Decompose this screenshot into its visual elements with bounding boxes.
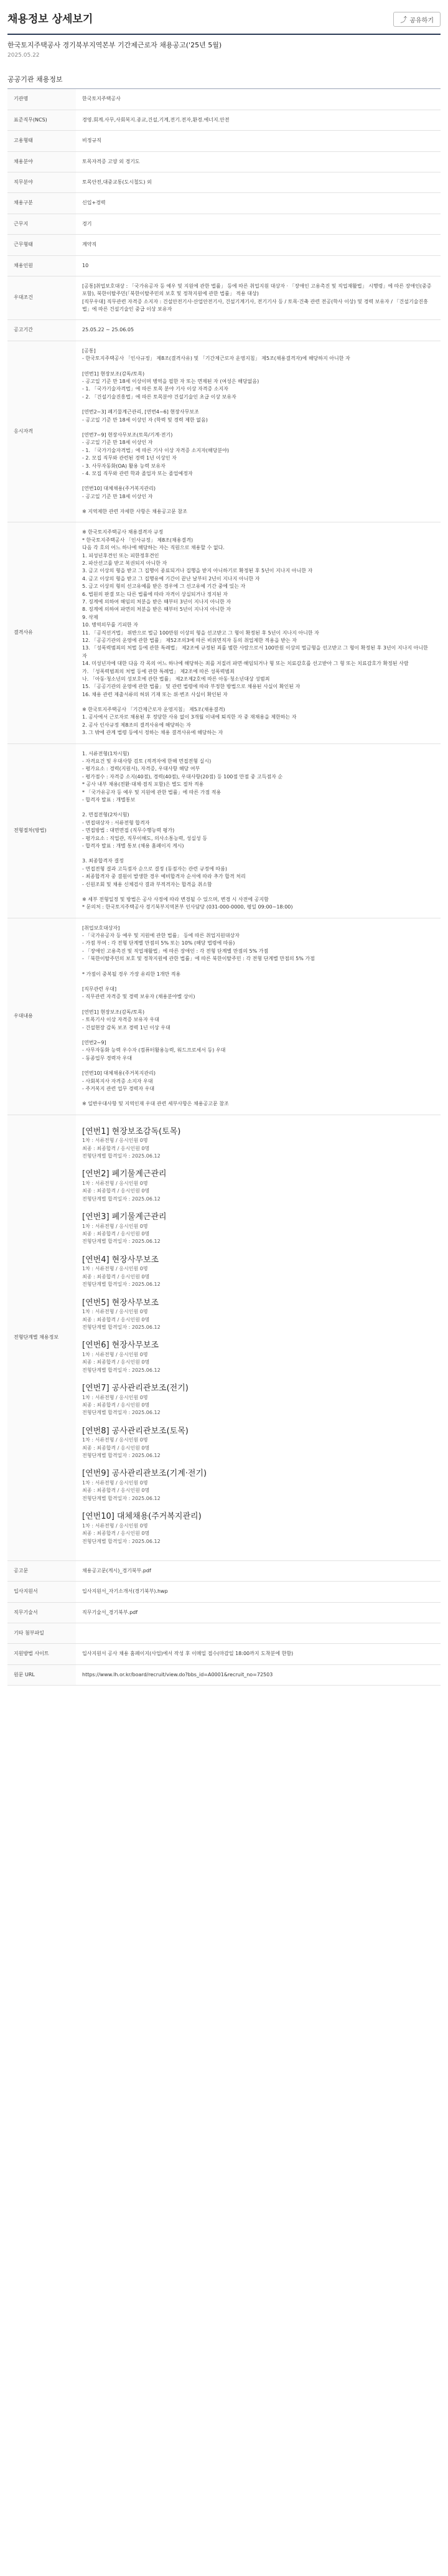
row-value bbox=[76, 341, 441, 522]
text-line: 16. 채용 관련 제출서류의 허위 기재 또는 위·변조 사실이 확인된 자 bbox=[82, 691, 228, 697]
text-line: ※ 한국토지주택공사 채용결격자 규정 bbox=[82, 529, 164, 535]
text-line: 2. 공사 인사규정 제8조의 결격사유에 해당하는 자 bbox=[82, 722, 191, 728]
stage-detail: 1차 : 서류전형 / 응시인원 0명 bbox=[82, 1522, 148, 1529]
text-line: - 공고일 기준 만 18세 이상이며 병역을 필한 자 또는 면제된 자 (여성은 해당없음) bbox=[82, 379, 259, 385]
row-selection bbox=[7, 743, 441, 918]
text-line: [연번7~9] 현장사무보조(토목/기계·전기) bbox=[82, 432, 173, 438]
text-line: - 동종업무 경력자 우대 bbox=[82, 1055, 133, 1061]
stage-block bbox=[82, 1126, 434, 1161]
stage-detail: 최종 : 최종합격 / 응시인원 0명 bbox=[82, 1316, 150, 1323]
row-value: 경기 bbox=[76, 214, 441, 234]
text-line bbox=[82, 804, 434, 811]
text-line: 가. 「성폭력범죄의 처벌 등에 관한 특례법」 제2조에 따른 성폭력범죄 bbox=[82, 668, 235, 674]
stage-detail: 전형단계별 합격일자 : 2025.06.12 bbox=[82, 1196, 161, 1202]
text-line: * 「국가유공자 등 예우 및 지원에 관한 법률」에 따른 가점 적용 bbox=[82, 789, 222, 795]
text-line: 13. 「성폭력범죄의 처벌 등에 관한 특례법」 제2조에 규정된 죄를 범한 사람으로서 100만원 이상의 벌금형을 선고받고 그 형이 확정된 후 3년이 지나지 아니한 자 bbox=[82, 645, 430, 659]
text-line bbox=[82, 1001, 434, 1009]
row-label: 직무분야 bbox=[7, 172, 76, 192]
text-line bbox=[82, 889, 434, 896]
stage-detail: 1차 : 서류전형 / 응시인원 0명 bbox=[82, 1351, 148, 1357]
text-line: 3. 그 밖에 관계 법령 등에서 정하는 채용 결격사유에 해당하는 자 bbox=[82, 730, 223, 736]
row-value: 토목자격증 고양 외 경기도 bbox=[76, 151, 441, 172]
row-label: 전형단계별 채용정보 bbox=[7, 1115, 76, 1560]
text-line: * 문의처 : 한국토지주택공사 경기북부지역본부 인사담당 (031-000-0000, 평일 09:00~18:00) bbox=[82, 904, 293, 910]
text-line: - 가점 부여 : 각 전형 단계별 만점의 5% 또는 10% (해당 법령에 따름) bbox=[82, 940, 235, 946]
text-line: 8. 징계에 의하여 파면의 처분을 받은 때부터 5년이 지나지 아니한 자 bbox=[82, 606, 231, 613]
text-line: - 면접대상자 : 서류전형 합격자 bbox=[82, 819, 150, 826]
text-line: - 평가점수 : 자격증 소지(40점), 경력(40점), 우대사항(20점) 등 100점 만점 중 고득점자 순 bbox=[82, 773, 283, 780]
row-job-region bbox=[7, 151, 441, 172]
text-line: - 「국가유공자 등 예우 및 지원에 관한 법률」 등에 따른 취업지원대상자 bbox=[82, 933, 240, 939]
row-value bbox=[76, 522, 441, 743]
text-line: - 1. 「국가기술자격법」에 따른 기사 이상 자격증 소지자(해당분야) bbox=[82, 447, 230, 453]
text-line: - 사회복지사 자격증 소지자 우대 bbox=[82, 1078, 153, 1084]
row-notice-file bbox=[7, 1560, 441, 1581]
file-name[interactable]: 입사지원서_자기소개서(경기북부).hwp bbox=[82, 1588, 168, 1595]
row-work-area bbox=[7, 214, 441, 234]
text-line: [공통]취업보호대상 : 「국가유공자 등 예우 및 지원에 관한 법률」 등에 따른 취업지원 대상자 · 「장애인 고용촉진 및 직업재활법」 시행령」에 따른 장애인(중증 포함), 북한이탈주민(「북한이탈주민의 보호 및 정착지원에 관한 법률」 적용 대상) bbox=[82, 283, 433, 297]
row-qualification bbox=[7, 341, 441, 522]
row-label: 우대내용 bbox=[7, 918, 76, 1115]
text-line bbox=[82, 401, 434, 408]
stage-detail: 전형단계별 합격일자 : 2025.06.12 bbox=[82, 1538, 161, 1544]
file-link[interactable] bbox=[82, 1567, 434, 1575]
row-label: 채용인원 bbox=[7, 255, 76, 276]
stage-block bbox=[82, 1383, 434, 1417]
stage-detail: 최종 : 최종합격 / 응시인원 0명 bbox=[82, 1145, 150, 1151]
text-line: - 2. 모집 직무와 관련된 경력 1년 이상인 자 bbox=[82, 455, 177, 461]
stage-detail: 최종 : 최종합격 / 응시인원 0명 bbox=[82, 1402, 150, 1408]
posting-title: 한국토지주택공사 경기북부지역본부 기간제근로자 채용공고('25년 5월) bbox=[7, 41, 222, 50]
text-line: [연번10] 대체채용(주거복지관리) bbox=[82, 486, 156, 492]
row-value bbox=[76, 276, 441, 320]
row-application-form bbox=[7, 1582, 441, 1602]
posting-date: 2025.05.22 bbox=[7, 52, 40, 59]
text-line: 6. 법원의 판결 또는 다른 법률에 따라 자격이 상실되거나 정지된 자 bbox=[82, 591, 228, 597]
stage-list bbox=[76, 1115, 441, 1560]
stage-title: [연번1] 현장보조감독(토목) bbox=[82, 1126, 181, 1136]
share-button[interactable] bbox=[393, 12, 441, 27]
stage-block bbox=[82, 1255, 434, 1289]
row-label: 기관명 bbox=[7, 89, 76, 110]
row-services bbox=[7, 1115, 441, 1560]
text-line bbox=[82, 363, 434, 370]
stage-title: [연번9] 공사관리관보조(기계·전기) bbox=[82, 1469, 207, 1479]
row-value bbox=[76, 1664, 441, 1685]
text-line: - 건설현장 감독 보조 경력 1년 이상 우대 bbox=[82, 1024, 170, 1031]
text-line: - 「장애인 고용촉진 및 직업재활법」에 따른 장애인 : 각 전형 단계별 만점의 5% 가점 bbox=[82, 948, 269, 954]
share-label: 공유하기 bbox=[409, 17, 434, 24]
text-line: 2. 면접전형(2차시험) bbox=[82, 812, 129, 818]
text-line: - 공고일 기준 만 18세 이상인 자 bbox=[82, 493, 153, 499]
row-hire-type bbox=[7, 193, 441, 214]
stage-title: [연번10] 대체채용(주거복지관리) bbox=[82, 1512, 202, 1522]
text-line: - 3. 사무자동화(OA) 활용 능력 보유자 bbox=[82, 463, 166, 469]
text-line: [연번1] 현장보조(감독/토목) bbox=[82, 370, 145, 377]
stage-block bbox=[82, 1340, 434, 1374]
text-line: 11. 「공직선거법」 위반으로 벌금 100만원 이상의 형을 선고받고 그 형이 확정된 후 5년이 지나지 아니한 자 bbox=[82, 630, 319, 636]
stage-detail: 최종 : 최종합격 / 응시인원 0명 bbox=[82, 1273, 150, 1280]
text-line: 9. 삭제 bbox=[82, 614, 98, 620]
text-line: [공통] bbox=[82, 347, 96, 354]
stage-title: [연번4] 현장사무보조 bbox=[82, 1255, 159, 1265]
stage-title: [연번6] 현장사무보조 bbox=[82, 1341, 159, 1351]
text-line: - 평가요소 : 직업관, 직무이해도, 의사소통능력, 성실성 등 bbox=[82, 835, 208, 841]
text-line: 1. 서류전형(1차시험) bbox=[82, 750, 129, 757]
stage-title: [연번8] 공사관리관보조(토목) bbox=[82, 1426, 189, 1436]
row-value: 10 bbox=[76, 255, 441, 276]
stage-title: [연번5] 현장사무보조 bbox=[82, 1298, 159, 1308]
text-line: 1. 피성년후견인 또는 피한정후견인 bbox=[82, 552, 159, 559]
row-value bbox=[76, 1623, 441, 1644]
text-line: 다음 각 호의 어느 하나에 해당하는 자는 직원으로 채용할 수 없다. bbox=[82, 545, 225, 551]
row-employment bbox=[7, 131, 441, 151]
text-line: ※ 지역제한 관련 자세한 사항은 채용공고문 참조 bbox=[82, 509, 187, 515]
text-line: ※ 세부 전형일정 및 방법은 공사 사정에 따라 변경될 수 있으며, 변경 시 사전에 공지함 bbox=[82, 896, 269, 902]
row-value bbox=[76, 918, 441, 1115]
text-line: - 평가요소 : 경력(지원서), 자격증, 우대사항 해당 여부 bbox=[82, 766, 200, 772]
text-line: - 면접방법 : 대면면접 (직무수행능력 평가) bbox=[82, 828, 175, 834]
text-line: * 공사 내부 채용(전환·대체·겸직 포함)은 별도 절차 적용 bbox=[82, 781, 204, 788]
text-line: [직무관련 우대] bbox=[82, 986, 117, 993]
text-line: - 합격자 발표 : 개별통보 bbox=[82, 796, 136, 803]
text-line: 14. 미성년자에 대한 다음 각 목의 어느 하나에 해당하는 죄를 저질러 파면·해임되거나 형 또는 치료감호를 선고받아 그 형 또는 치료감호가 확정된 사람 bbox=[82, 661, 409, 667]
stage-title: [연번7] 공사관리관보조(전기) bbox=[82, 1384, 189, 1394]
stage-block bbox=[82, 1298, 434, 1332]
file-link[interactable] bbox=[82, 1588, 434, 1595]
text-line: 7. 징계에 의하여 해임의 처분을 받은 때부터 3년이 지나지 아니한 자 bbox=[82, 599, 231, 605]
row-preference bbox=[7, 276, 441, 320]
row-value bbox=[76, 1602, 441, 1623]
stage-detail: 전형단계별 합격일자 : 2025.06.12 bbox=[82, 1410, 161, 1416]
file-link[interactable] bbox=[82, 1609, 434, 1616]
row-value: 입사지원서 공사 채용 홈페이지(사업)에서 작성 후 이메일 접수(마감일 18:00까지 도착분에 한함) bbox=[76, 1644, 441, 1664]
row-label: 입사지원서 bbox=[7, 1582, 76, 1602]
stage-detail: 1차 : 서류전형 / 응시인원 0명 bbox=[82, 1480, 148, 1486]
stage-title: [연번2] 폐기물계근관리 bbox=[82, 1169, 167, 1179]
text-line: 4. 금고 이상의 형을 받고 그 집행유예 기간이 끝난 날부터 2년이 지나지 아니한 자 bbox=[82, 575, 260, 582]
row-label: 공고문 bbox=[7, 1560, 76, 1581]
text-line: 3. 금고 이상의 형을 받고 그 집행이 종료되거나 집행을 받지 아니하기로 확정된 후 5년이 지나지 아니한 자 bbox=[82, 568, 313, 574]
text-line: - 4. 모집 직무와 관련 학과 졸업자 또는 졸업예정자 bbox=[82, 470, 193, 476]
stage-detail: 1차 : 서류전형 / 응시인원 0명 bbox=[82, 1437, 148, 1443]
stage-block bbox=[82, 1511, 434, 1545]
text-line: 5. 금고 이상의 형의 선고유예를 받은 경우에 그 선고유예 기간 중에 있는 자 bbox=[82, 583, 246, 590]
info-table bbox=[7, 88, 441, 1686]
row-value: 25.05.22 ~ 25.06.05 bbox=[76, 320, 441, 341]
stage-detail: 최종 : 최종합격 / 응시인원 0명 bbox=[82, 1488, 150, 1494]
stage-detail: 최종 : 최종합격 / 응시인원 0명 bbox=[82, 1188, 150, 1194]
stage-block bbox=[82, 1212, 434, 1246]
text-line: - 자격요건 및 우대사항 검토 (적격자에 한해 면접전형 실시) bbox=[82, 758, 212, 765]
text-line: - 합격자 발표 : 개별 통보 (채용 홈페이지 게시) bbox=[82, 842, 184, 849]
row-label: 채용구분 bbox=[7, 193, 76, 214]
row-period bbox=[7, 320, 441, 341]
row-label: 공고기간 bbox=[7, 320, 76, 341]
text-line bbox=[82, 978, 434, 986]
row-apply-method bbox=[7, 1644, 441, 1664]
text-line: - 한국토지주택공사 「인사규정」 제8조(결격사유) 및 「기간제근로자 운영지침」 제5조(채용결격자)에 해당하지 아니한 자 bbox=[82, 356, 350, 362]
stage-detail: 1차 : 서류전형 / 응시인원 0명 bbox=[82, 1223, 148, 1229]
text-line bbox=[82, 1062, 434, 1070]
text-line: - 주거복지 관련 업무 경력자 우대 bbox=[82, 1085, 155, 1092]
text-line: 2. 파산선고를 받고 복권되지 아니한 자 bbox=[82, 560, 167, 567]
row-label: 결격사유 bbox=[7, 522, 76, 743]
text-line: [연번10] 대체채용(주거복지관리) bbox=[82, 1070, 156, 1077]
row-disqualification bbox=[7, 522, 441, 743]
text-line bbox=[82, 850, 434, 857]
text-line: [연번2~3] 폐기물계근관리, [연번4~6] 현장사무보조 bbox=[82, 409, 199, 415]
text-line: - 면접전형 결과 고득점자 순으로 결정 (동점자는 관련 규정에 따름) bbox=[82, 866, 227, 872]
posting-meta bbox=[7, 52, 441, 60]
row-url bbox=[7, 1664, 441, 1685]
text-line bbox=[82, 699, 434, 706]
text-line: - 토목기사 이상 자격증 보유자 우대 bbox=[82, 1017, 159, 1023]
row-work-form bbox=[7, 235, 441, 255]
text-line: - 2. 「건설기술진흥법」에 따른 토목분야 건설기술인 초급 이상 보유자 bbox=[82, 394, 236, 400]
row-value bbox=[76, 1582, 441, 1602]
file-name[interactable]: 채용공고문(게시)_경기북부.pdf bbox=[82, 1567, 151, 1573]
text-line: - 1. 「국가기술자격법」에 따른 토목 분야 기사 이상 자격증 소지자 bbox=[82, 386, 228, 392]
text-line: - 공고일 기준 만 18세 이상인 자 (학력 및 경력 제한 없음) bbox=[82, 417, 208, 423]
text-line bbox=[82, 963, 434, 971]
file-name[interactable]: 직무기술서_경기북부.pdf bbox=[82, 1609, 138, 1615]
text-line: [취업보호대상자] bbox=[82, 925, 120, 931]
text-line bbox=[82, 1032, 434, 1039]
stage-detail: 전형단계별 합격일자 : 2025.06.12 bbox=[82, 1495, 161, 1501]
text-line: 3. 최종합격자 결정 bbox=[82, 858, 124, 864]
row-value: 토목안전,대중교통(도시철도) 외 bbox=[76, 172, 441, 192]
row-value: 신입+경력 bbox=[76, 193, 441, 214]
row-value bbox=[76, 743, 441, 918]
row-label: 표준직무(NCS) bbox=[7, 110, 76, 130]
row-label: 응시자격 bbox=[7, 341, 76, 522]
stage-detail: 최종 : 최종합격 / 응시인원 0명 bbox=[82, 1359, 150, 1366]
row-label: 직무기술서 bbox=[7, 1602, 76, 1623]
row-value: 계약직 bbox=[76, 235, 441, 255]
text-line bbox=[82, 1093, 434, 1100]
text-line: 나. 「아동·청소년의 성보호에 관한 법률」 제2조제2호에 따른 아동·청소년대상 성범죄 bbox=[82, 676, 270, 682]
row-extra-preference bbox=[7, 918, 441, 1115]
text-line: - 직무관련 자격증 및 경력 보유자 (채용분야별 상이) bbox=[82, 994, 195, 1000]
text-line bbox=[82, 478, 434, 485]
text-line: * 한국토지주택공사 「인사규정」 제8조(채용결격) bbox=[82, 537, 194, 543]
text-line: [연번2~9] bbox=[82, 1039, 106, 1045]
text-line: 10. 병역의무를 기피한 자 bbox=[82, 622, 138, 628]
text-line: - 사무자동화 능력 우수자 (컴퓨터활용능력, 워드프로세서 등) 우대 bbox=[82, 1047, 226, 1054]
row-label: 지원방법 사이트 bbox=[7, 1644, 76, 1664]
row-value: 경영.회계.사무,사회복지.종교,건설,기계,전기.전자,환경.에너지.안전 bbox=[76, 110, 441, 130]
row-label: 고용형태 bbox=[7, 131, 76, 151]
text-line: [연번1] 현장보조(감독/토목) bbox=[82, 1009, 145, 1015]
text-line bbox=[82, 501, 434, 508]
text-line bbox=[82, 424, 434, 432]
stage-detail: 1차 : 서류전형 / 응시인원 0명 bbox=[82, 1309, 148, 1315]
text-line: ※ 한국토지주택공사 「기간제근로자 운영지침」 제5조(채용결격) bbox=[82, 707, 225, 713]
stage-block bbox=[82, 1169, 434, 1203]
stage-detail: 최종 : 최종합격 / 응시인원 0명 bbox=[82, 1531, 150, 1537]
text-line: ※ 일반우대사항 및 지역인재 우대 관련 세부사항은 채용공고문 참조 bbox=[82, 1101, 229, 1107]
row-other-files bbox=[7, 1623, 441, 1644]
row-job-description bbox=[7, 1602, 441, 1623]
row-value: 비정규직 bbox=[76, 131, 441, 151]
share-icon: ⤴ bbox=[400, 16, 408, 24]
text-line: - 최종합격자 중 결원이 발생한 경우 예비합격자 순서에 따라 추가 합격 처리 bbox=[82, 874, 246, 880]
row-label: 근무지 bbox=[7, 214, 76, 234]
text-line: * 가점이 중복될 경우 가장 유리한 1개만 적용 bbox=[82, 971, 181, 977]
stage-detail: 1차 : 서류전형 / 응시인원 0명 bbox=[82, 1138, 148, 1144]
source-url-link[interactable]: https://www.lh.or.kr/board/recruit/view.do?bbs_id=A0001&recruit_no=72503 bbox=[82, 1671, 273, 1677]
text-line: 12. 「공공기관의 운영에 관한 법률」 제52조의3에 따른 비위면직자 등의 취업제한 적용을 받는 자 bbox=[82, 637, 297, 643]
row-label: 채용분야 bbox=[7, 151, 76, 172]
stage-detail: 최종 : 최종합격 / 응시인원 0명 bbox=[82, 1231, 150, 1237]
text-line: - 공고일 기준 만 18세 이상인 자 bbox=[82, 440, 153, 446]
stage-block bbox=[82, 1426, 434, 1460]
row-label: 근무형태 bbox=[7, 235, 76, 255]
stage-detail: 전형단계별 합격일자 : 2025.06.12 bbox=[82, 1367, 161, 1373]
row-value: 한국토지주택공사 bbox=[76, 89, 441, 110]
stage-detail: 1차 : 서류전형 / 응시인원 0명 bbox=[82, 1180, 148, 1186]
stage-detail: 전형단계별 합격일자 : 2025.06.12 bbox=[82, 1238, 161, 1245]
stage-detail: 1차 : 서류전형 / 응시인원 0명 bbox=[82, 1394, 148, 1400]
row-label: 우대조건 bbox=[7, 276, 76, 320]
stage-detail: 최종 : 최종합격 / 응시인원 0명 bbox=[82, 1445, 150, 1451]
title-row bbox=[7, 11, 441, 35]
stage-title: [연번3] 폐기물계근관리 bbox=[82, 1212, 167, 1222]
row-label: 전형절차(방법) bbox=[7, 743, 76, 918]
text-line: [직무우대] 직무관련 자격증 소지자 : 건설안전기사·산업안전기사, 건설기계기사, 전기기사 등 / 토목·건축 관련 전공(학사 이상) 및 경력 보유자 / 「건설기술진흥법」에 따른 건설기술인 중급 이상 보유자 bbox=[82, 298, 428, 313]
row-label: 기타 첨부파일 bbox=[7, 1623, 76, 1644]
stage-detail: 전형단계별 합격일자 : 2025.06.12 bbox=[82, 1281, 161, 1288]
stage-detail: 1차 : 서류전형 / 응시인원 0명 bbox=[82, 1266, 148, 1272]
section-title: 공공기관 채용정보 bbox=[7, 75, 63, 84]
row-headcount bbox=[7, 255, 441, 276]
row-ncs bbox=[7, 110, 441, 130]
row-label: 원문 URL bbox=[7, 1664, 76, 1685]
row-org bbox=[7, 89, 441, 110]
text-line: - 신원조회 및 채용 신체검사 결과 부적격자는 합격을 취소함 bbox=[82, 881, 212, 887]
row-job-type bbox=[7, 172, 441, 192]
row-value bbox=[76, 1560, 441, 1581]
stage-detail: 전형단계별 합격일자 : 2025.06.12 bbox=[82, 1453, 161, 1459]
page-title: 채용정보 상세보기 bbox=[7, 13, 93, 26]
text-line: 1. 공사에서 근로자로 채용된 후 정당한 사유 없이 3개월 이내에 퇴직한 자 중 재채용을 제한하는 자 bbox=[82, 714, 297, 720]
stage-block bbox=[82, 1468, 434, 1503]
text-line: 15. 「공공기관의 운영에 관한 법률」 및 관련 법령에 따라 부정한 방법으로 채용된 사실이 확인된 자 bbox=[82, 684, 301, 690]
stage-detail: 전형단계별 합격일자 : 2025.06.12 bbox=[82, 1324, 161, 1330]
text-line: - 「북한이탈주민의 보호 및 정착지원에 관한 법률」에 따른 북한이탈주민 : 각 전형 단계별 만점의 5% 가점 bbox=[82, 956, 315, 962]
stage-detail: 전형단계별 합격일자 : 2025.06.12 bbox=[82, 1153, 161, 1159]
